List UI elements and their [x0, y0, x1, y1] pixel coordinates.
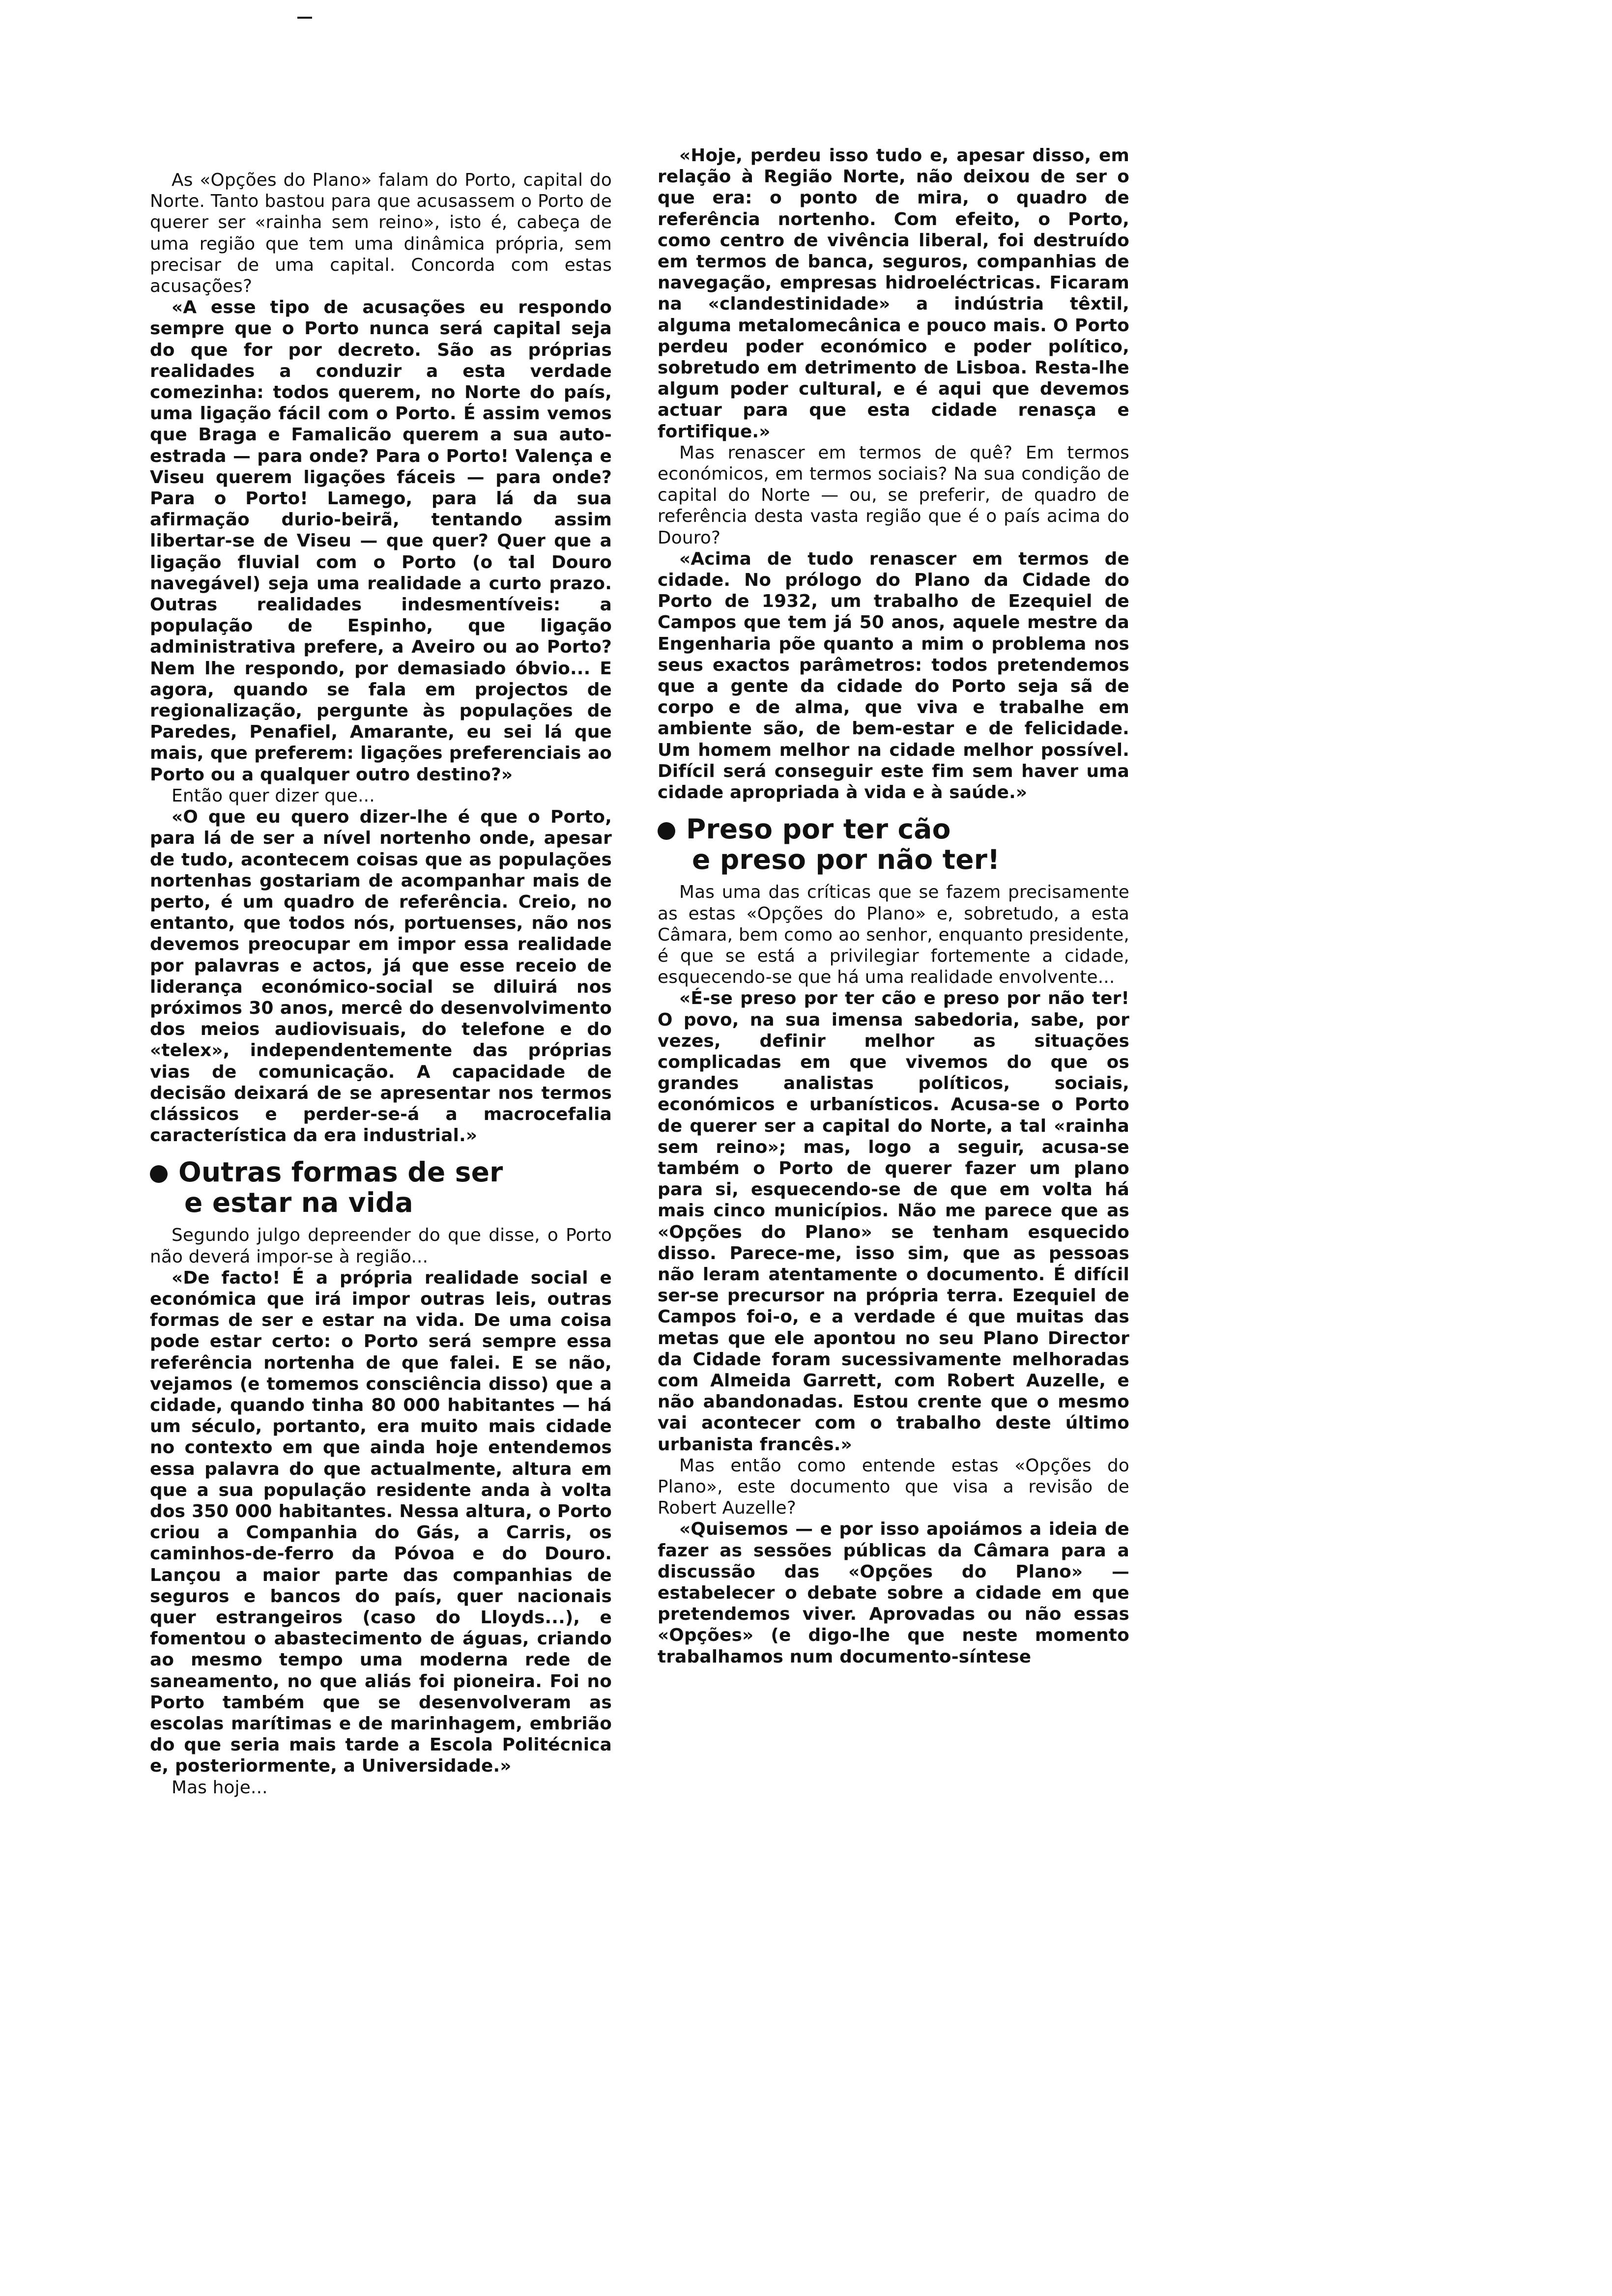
- right-column: [658, 145, 1129, 1667]
- subheading-line-1: [150, 1157, 612, 1187]
- answer-paragraph: «De facto! É a própria realidade social e económica que irá impor outras leis, outras formas de ser e estar na vida. De uma coisa pode estar certo: o Porto será sempre essa referência nortenha de que falei. E se não, vejamos (e tomemos consciência disso) que a cidade, quando tinha 80 000 habitantes — há um século, portanto, era muito mais cidade no contexto em que ainda hoje entendemos essa palavra do que actualmente, altura em que a sua população residente anda à volta dos 350 000 habitantes. Nessa altura, o Porto criou a Companhia do Gás, a Carris, os caminhos-de-ferro da Póvoa e do Douro. Lançou a maior parte das companhias de seguros e bancos do país, quer nacionais quer estrangeiros (caso do Lloyds...), e fomentou o abastecimento de águas, criando ao mesmo tempo uma moderna rede de saneamento, no que aliás foi pioneira. Foi no Porto também que se desenvolveram as escolas marítimas e de marinhagem, embrião do que seria mais tarde a Escola Politécnica e, posteriormente, a Universidade.»: [150, 1267, 612, 1777]
- answer-paragraph: «Quisemos — e por isso apoiámos a ideia de fazer as sessões públicas da Câmara para a discussão das «Opções do Plano» — estabelecer o debate sobre a cidade em que pretendemos viver. Aprovadas ou não essas «Opções» (e digo-lhe que neste momento trabalhamos num documento-síntese: [658, 1519, 1129, 1667]
- question-paragraph: As «Opções do Plano» falam do Porto, capital do Norte. Tanto bastou para que acusassem o Porto de querer ser «rainha sem reino», isto é, cabeça de uma região que tem uma dinâmica própria, sem precisar de uma capital. Concorda com estas acusações?: [150, 170, 612, 297]
- question-paragraph: Mas então como entende estas «Opções do Plano», este documento que visa a revisão de Robert Auzelle?: [658, 1455, 1129, 1519]
- question-paragraph: Mas renascer em termos de quê? Em termos económicos, em termos sociais? Na sua condição de capital do Norte — ou, se preferir, de quadro de referência desta vasta região que é o país acima do Douro?: [658, 442, 1129, 548]
- answer-paragraph: «A esse tipo de acusações eu respondo sempre que o Porto nunca será capital seja do que for por decreto. São as próprias realidades a conduzir a esta verdade comezinha: todos querem, no Norte do país, uma ligação fácil com o Porto. É assim vemos que Braga e Famalicão querem a sua auto-estrada — para onde? Para o Porto! Valença e Viseu querem ligações fáceis — para onde? Para o Porto! Lamego, para lá da sua afirmação durio-beirã, tentando assim libertar-se de Viseu — que quer? Quer que a ligação fluvial com o Porto (o tal Douro navegável) seja uma realidade a curto prazo. Outras realidades indesmentíveis: a população de Espinho, que ligação administrativa prefere, a Aveiro ou ao Porto? Nem lhe respondo, por demasiado óbvio... E agora, quando se fala em projectos de regionalização, pergunte às populações de Paredes, Penafiel, Amarante, eu sei lá que mais, que preferem: ligações preferenciais ao Porto ou a qualquer outro destino?»: [150, 297, 612, 785]
- bullet-icon: [150, 1165, 168, 1183]
- left-column: [150, 170, 612, 1798]
- question-paragraph: Então quer dizer que...: [172, 785, 375, 806]
- answer-paragraph: «Acima de tudo renascer em termos de cidade. No prólogo do Plano da Cidade do Porto de 1932, um trabalho de Ezequiel de Campos que tem já 50 anos, aquele mestre da Engenharia põe quanto a mim o problema nos seus exactos parâmetros: todos pretendemos que a gente da cidade do Porto seja sã de corpo e de alma, que viva e trabalhe em ambiente são, de bem-estar e de felicidade. Um homem melhor na cidade melhor possível. Difícil será conseguir este fim sem haver uma cidade apropriada à vida e à saúde.»: [658, 548, 1129, 803]
- question-paragraph: Mas hoje...: [172, 1777, 268, 1798]
- subheading-text: Preso por ter cão: [686, 813, 951, 845]
- subheading-line-2: e preso por não ter!: [692, 844, 1000, 876]
- subheading-line-1: [658, 814, 1129, 844]
- subheading-text: Outras formas de ser: [178, 1156, 503, 1188]
- bullet-icon: [658, 822, 675, 840]
- question-paragraph: Mas uma das críticas que se fazem precisamente as estas «Opções do Plano» e, sobretudo, a esta Câmara, bem como ao senhor, enquanto presidente, é que se está a privilegiar fortemente a cidade, esquecendo-se que há uma realidade envolvente...: [658, 882, 1129, 988]
- section-subheading: [658, 814, 1129, 875]
- answer-paragraph: «É-se preso por ter cão e preso por não ter! O povo, na sua imensa sabedoria, sabe, por vezes, definir melhor as situações complicadas em que vivemos do que os grandes analistas políticos, sociais, económicos e urbanísticos. Acusa-se o Porto de querer ser a capital do Norte, a tal «rainha sem reino»; mas, logo a seguir, acusa-se também o Porto de querer fazer um plano para si, esquecendo-se de que em volta há mais cinco municípios. Não me parece que as «Opções do Plano» se tenham esquecido disso. Parece-me, isso sim, que as pessoas não leram atentamente o documento. É difícil ser-se precursor na própria terra. Ezequiel de Campos foi-o, e a verdade é que muitas das metas que ele apontou no seu Plano Director da Cidade foram sucessivamente melhoradas com Almeida Garrett, com Robert Auzelle, e não abandonadas. Estou crente que o mesmo vai acontecer com o trabalho deste último urbanista francês.»: [658, 988, 1129, 1455]
- section-subheading: [150, 1157, 612, 1218]
- question-paragraph: Segundo julgo depreender do que disse, o Porto não deverá impor-se à região...: [150, 1225, 612, 1267]
- top-dash-mark: [297, 17, 312, 19]
- answer-paragraph: «Hoje, perdeu isso tudo e, apesar disso, em relação à Região Norte, não deixou de ser o que era: o ponto de mira, o quadro de referência nortenho. Com efeito, o Porto, como centro de vivência liberal, foi destruído em termos de banca, seguros, companhias de navegação, empresas hidroeléctricas. Ficaram na «clandestinidade» a indústria têxtil, alguma metalomecânica e pouco mais. O Porto perdeu poder económico e poder político, sobretudo em detrimento de Lisboa. Resta-lhe algum poder cultural, e é aqui que devemos actuar para que esta cidade renasça e fortifique.»: [658, 145, 1129, 442]
- subheading-line-2: e estar na vida: [184, 1187, 413, 1219]
- answer-paragraph: «O que eu quero dizer-lhe é que o Porto, para lá de ser a nível nortenho onde, apesar de tudo, acontecem coisas que as populações nortenhas gostariam de acompanhar mais de perto, é um quadro de referência. Creio, no entanto, que todos nós, portuenses, não nos devemos preocupar em impor essa realidade por palavras e actos, já que esse receio de liderança económico-social se diluirá nos próximos 30 anos, mercê do desenvolvimento dos meios audiovisuais, do telefone e do «telex», independentemente das próprias vias de comunicação. A capacidade de decisão deixará de se apresentar nos termos clássicos e perder-se-á a macrocefalia característica da era industrial.»: [150, 807, 612, 1146]
